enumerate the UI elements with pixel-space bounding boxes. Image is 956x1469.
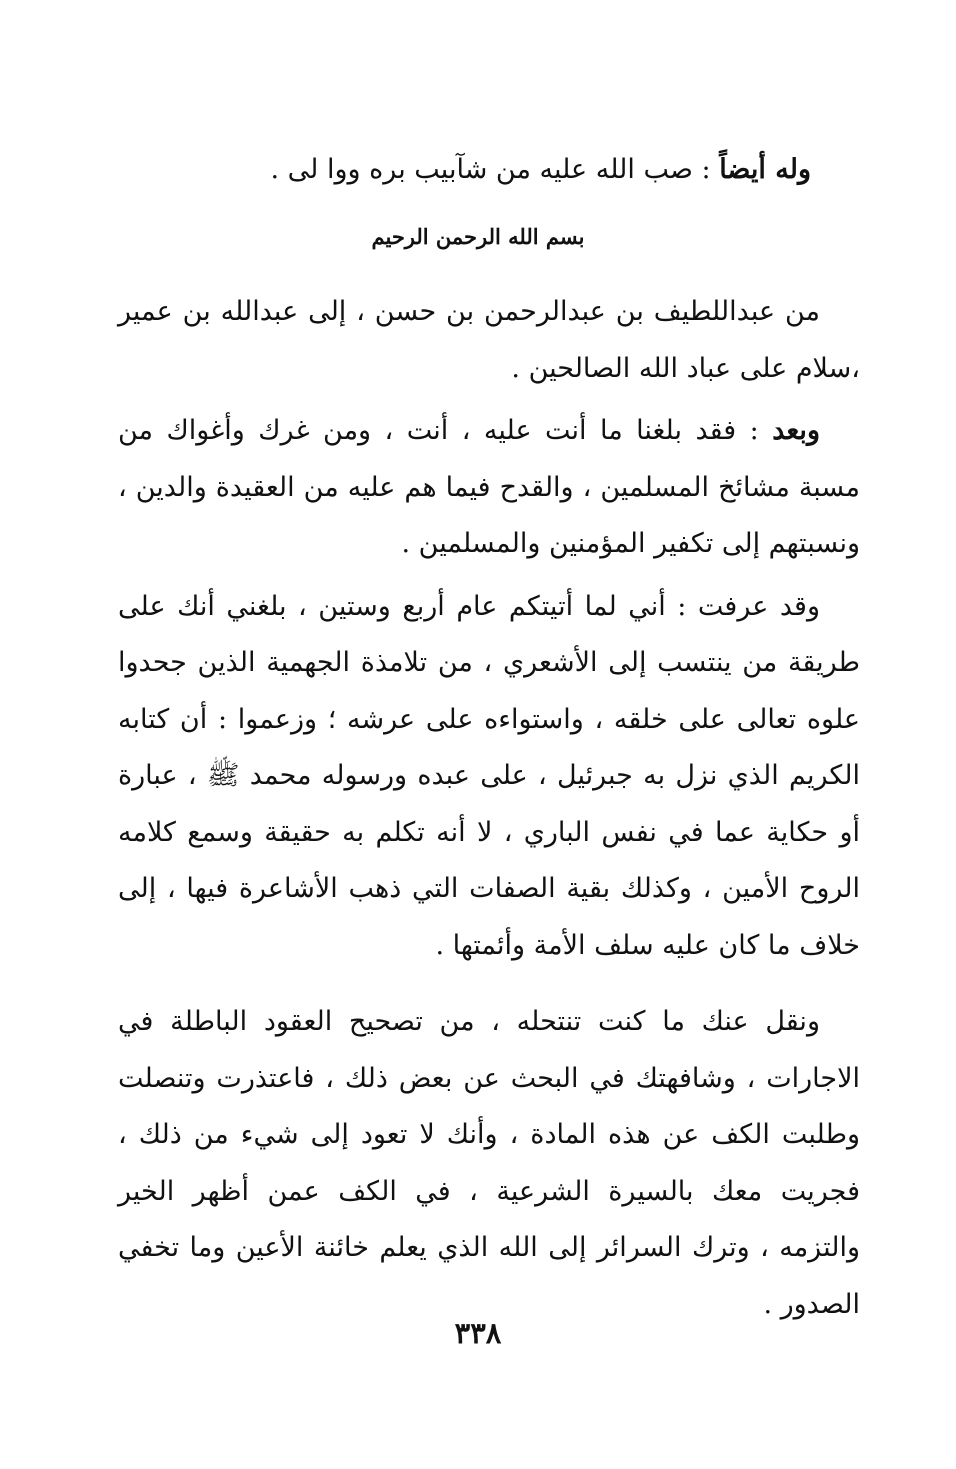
paragraph-1 xyxy=(118,284,860,397)
paragraph-text: ونقل عنك ما كنت تنتحله ، من تصحيح العقود الباطلة في الاجارات ، وشافهتك في البحث عن بعض ذلك ، فاعتذرت وتنصلت وطلبت الكف عن هذه المادة ، وأنك لا تعود إلى شيء من ذلك ، فجريت معك بالسيرة الشرعية ، في الكف عمن أظهر الخير والتزمه ، وترك السرائر إلى الله الذي يعلم خائنة الأعين وما تخفي الصدور . xyxy=(118,1006,860,1320)
letter-heading xyxy=(140,150,811,190)
paragraph-text: من عبداللطيف بن عبدالرحمن بن حسن ، إلى عبدالله بن عمير ،سلام على عباد الله الصالحين . xyxy=(118,296,860,384)
letter-body xyxy=(118,284,860,1333)
paragraph-text: : فقد بلغنا ما أنت عليه ، أنت ، ومن غرك وأغواك من مسبة مشائخ المسلمين ، والقدح فيما هم عليه من العقيدة والدين ، ونسبتهم إلى تكفير المؤمنين والمسلمين . xyxy=(118,415,860,559)
page-number: ٣٣٨ xyxy=(454,1316,502,1350)
paragraph-3 xyxy=(118,579,860,975)
heading-lead: وله أيضاً xyxy=(719,154,811,185)
paragraph-text: وقد عرفت : أني لما أتيتكم عام أربع وستين ، بلغني أنك على طريقة من ينتسب إلى الأشعري ، من تلامذة الجهمية الذين جحدوا علوه تعالى على خلقه ، واستواءه على عرشه ؛ وزعموا : أن كتابه الكريم الذي نزل به جبرئيل ، على عبده ورسوله محمد ﷺ ، عبارة أو حكاية عما في نفس الباري ، لا أنه تكلم به حقيقة وسمع كلامه الروح الأمين ، وكذلك بقية الصفات التي ذهب الأشاعرة فيها ، إلى خلاف ما كان عليه سلف الأمة وأئمتها . xyxy=(118,590,860,961)
paragraph-lead: وبعد xyxy=(772,415,820,446)
paragraph-4 xyxy=(118,994,860,1333)
basmala: بسم الله الرحمن الرحيم xyxy=(371,224,585,249)
paragraph-2 xyxy=(118,403,860,573)
heading-text: : صب الله عليه من شآبيب بره ووا لى . xyxy=(270,154,720,185)
